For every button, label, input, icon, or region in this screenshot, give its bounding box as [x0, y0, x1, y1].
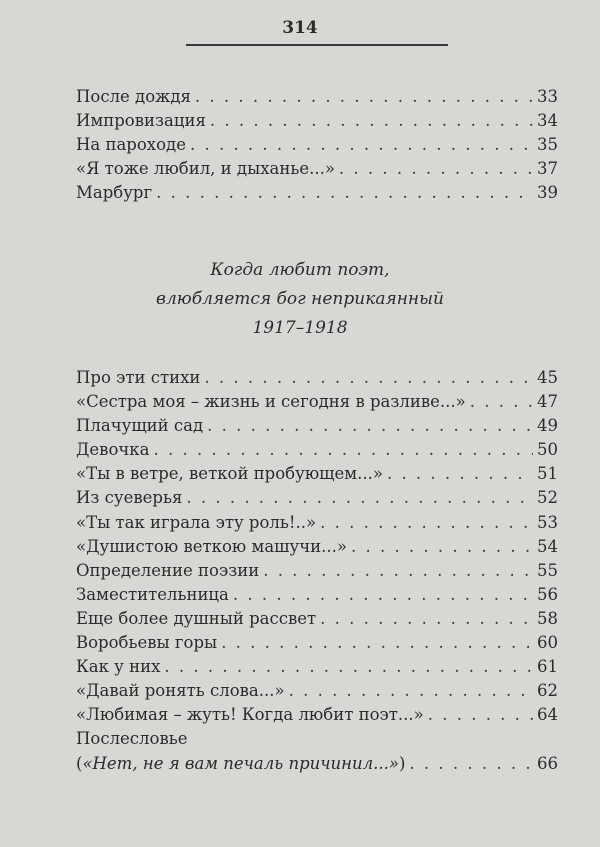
toc-entry — [76, 85, 558, 109]
dot-leader — [156, 181, 533, 205]
afterword-title: Послесловье — [76, 729, 188, 749]
toc-entry-page: 56 — [537, 584, 558, 604]
toc-entry — [76, 109, 558, 133]
toc-entry — [76, 631, 558, 655]
toc-entry-page: 51 — [537, 464, 558, 484]
toc-entry-title: «Я тоже любил, и дыханье...» — [76, 159, 335, 179]
toc-entry-page: 34 — [537, 111, 558, 131]
dot-leader — [164, 655, 533, 679]
dot-leader — [320, 511, 533, 535]
toc-entry — [76, 462, 558, 486]
toc-entry-title: «Любимая – жуть! Когда любит поэт...» — [76, 705, 424, 725]
toc-entry-page: 50 — [537, 440, 558, 460]
dot-leader — [195, 85, 533, 109]
toc-entry-page: 58 — [537, 608, 558, 628]
toc-entry-page: 33 — [537, 87, 558, 106]
toc-entry — [76, 414, 558, 438]
toc-entry-title: «Сестра моя – жизнь и сегодня в разливе...» — [76, 392, 466, 412]
toc-entry-title: На пароходе — [76, 135, 186, 155]
dot-leader — [320, 607, 533, 631]
toc-entry-title: Определение поэзии — [76, 560, 260, 580]
toc-entry-page: 37 — [537, 159, 558, 179]
toc-entry — [76, 559, 558, 583]
toc-entry-page: 45 — [537, 368, 558, 387]
dot-leader — [221, 631, 533, 655]
toc-entry-title: Марбург — [76, 183, 153, 203]
dot-leader — [186, 486, 533, 510]
dot-leader — [263, 559, 533, 583]
afterword-subtitle-text: «Нет, не я вам печаль причинил...» — [82, 753, 399, 773]
toc-entry — [76, 535, 558, 559]
section-heading-years: 1917–1918 — [252, 318, 348, 338]
dot-leader — [190, 133, 533, 157]
dot-leader — [204, 366, 533, 390]
dot-leader — [339, 157, 533, 181]
toc-entry — [76, 366, 558, 390]
open-paren: ( — [76, 753, 83, 773]
toc-entry-page: 35 — [537, 135, 558, 155]
toc-entry-page: 55 — [537, 560, 558, 580]
toc-entry-page: 53 — [537, 512, 558, 532]
section-heading — [0, 256, 600, 343]
dot-leader — [409, 752, 533, 776]
toc-entry-page: 61 — [537, 657, 558, 677]
toc-entry-title: Девочка — [76, 440, 150, 460]
header-rule — [186, 44, 448, 46]
afterword-subtitle — [76, 752, 405, 776]
toc-entry — [76, 655, 558, 679]
toc-entry-title: «Давай ронять слова...» — [76, 681, 285, 701]
toc-entry — [76, 703, 558, 727]
section-heading-line: Когда любит поэт, — [210, 260, 390, 280]
toc-entry — [76, 157, 558, 181]
toc-entry-title: «Душистою веткою машучи...» — [76, 536, 347, 556]
dot-leader — [233, 583, 533, 607]
toc-entry-page: 39 — [537, 183, 558, 203]
dot-leader — [153, 438, 533, 462]
dot-leader — [387, 462, 533, 486]
toc-list-top — [76, 85, 558, 205]
page-number: 314 — [282, 18, 318, 38]
toc-entry-title: Еще более душный рассвет — [76, 608, 317, 628]
toc-entry-title: «Ты в ветре, веткой пробующем...» — [76, 464, 383, 484]
dot-leader — [470, 390, 533, 414]
toc-entry-page: 52 — [537, 488, 558, 508]
toc-entry-title: Про эти стихи — [76, 368, 201, 387]
toc-entry-title: После дождя — [76, 87, 191, 106]
toc-entry-title: Заместительница — [76, 584, 229, 604]
dot-leader — [351, 535, 533, 559]
toc-entry — [76, 511, 558, 535]
toc-entry — [76, 133, 558, 157]
toc-entry-page: 54 — [537, 536, 558, 556]
toc-entry — [76, 679, 558, 703]
toc-entry-page: 60 — [537, 633, 558, 653]
close-paren: ) — [399, 753, 406, 773]
dot-leader — [207, 414, 533, 438]
toc-entry-title: Как у них — [76, 657, 161, 677]
toc-entry — [76, 607, 558, 631]
toc-entry-page: 47 — [537, 392, 558, 412]
toc-entry-title: Плачущий сад — [76, 416, 204, 436]
toc-entry — [76, 181, 558, 205]
toc-list-section — [76, 366, 558, 776]
toc-entry — [76, 486, 558, 510]
dot-leader — [289, 679, 533, 703]
dot-leader — [210, 109, 533, 133]
toc-entry-title: Воробьевы горы — [76, 633, 218, 653]
toc-entry — [76, 390, 558, 414]
toc-entry-page: 64 — [537, 705, 558, 725]
toc-entry — [76, 438, 558, 462]
toc-entry-title: Импровизация — [76, 111, 206, 131]
toc-entry — [76, 583, 558, 607]
toc-entry-page: 66 — [537, 753, 558, 773]
toc-entry-title: «Ты так играла эту роль!..» — [76, 512, 317, 532]
toc-entry-title: Из суеверья — [76, 488, 183, 508]
toc-entry-page: 49 — [537, 416, 558, 436]
toc-entry-page: 62 — [537, 681, 558, 701]
section-heading-line: влюбляется бог неприкаянный — [156, 289, 444, 309]
dot-leader — [428, 703, 533, 727]
toc-entry-afterword — [76, 752, 558, 776]
